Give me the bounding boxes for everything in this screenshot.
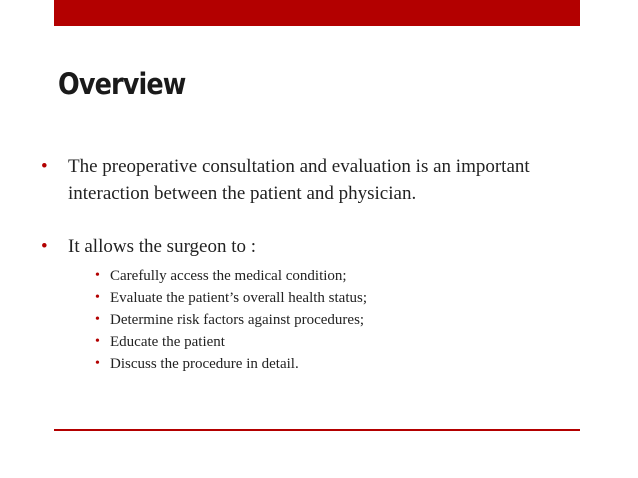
sub-bullet-text: Carefully access the medical condition; [110, 268, 347, 284]
sub-bullet-dot-icon: • [95, 290, 100, 305]
sub-bullet-text: Evaluate the patient’s overall health status; [110, 290, 367, 306]
sub-bullet-item [95, 265, 367, 287]
sub-bullet-item [95, 287, 367, 309]
sub-bullet-item [95, 353, 367, 375]
top-accent-bar [54, 0, 580, 26]
sub-bullet-dot-icon: • [95, 334, 100, 349]
bullet-item [41, 233, 601, 260]
sub-bullet-text: Educate the patient [110, 334, 225, 350]
slide-title: Overview [58, 67, 186, 101]
sub-bullet-item [95, 309, 367, 331]
sub-bullet-item [95, 331, 367, 353]
bullet-dot-icon: • [41, 236, 48, 257]
sub-bullet-dot-icon: • [95, 312, 100, 327]
bullet-dot-icon: • [41, 156, 48, 177]
sub-bullet-text: Determine risk factors against procedures; [110, 312, 365, 328]
bullet-item [41, 153, 601, 207]
bullet-text: It allows the surgeon to : [68, 236, 257, 257]
sub-bullet-text: Discuss the procedure in detail. [110, 356, 299, 372]
sub-bullet-list [95, 265, 367, 375]
bullet-text: The preoperative consultation and evaluation is an important interaction between the patient and physician. [68, 156, 530, 204]
sub-bullet-dot-icon: • [95, 268, 100, 283]
bottom-divider [54, 429, 580, 431]
sub-bullet-dot-icon: • [95, 356, 100, 371]
